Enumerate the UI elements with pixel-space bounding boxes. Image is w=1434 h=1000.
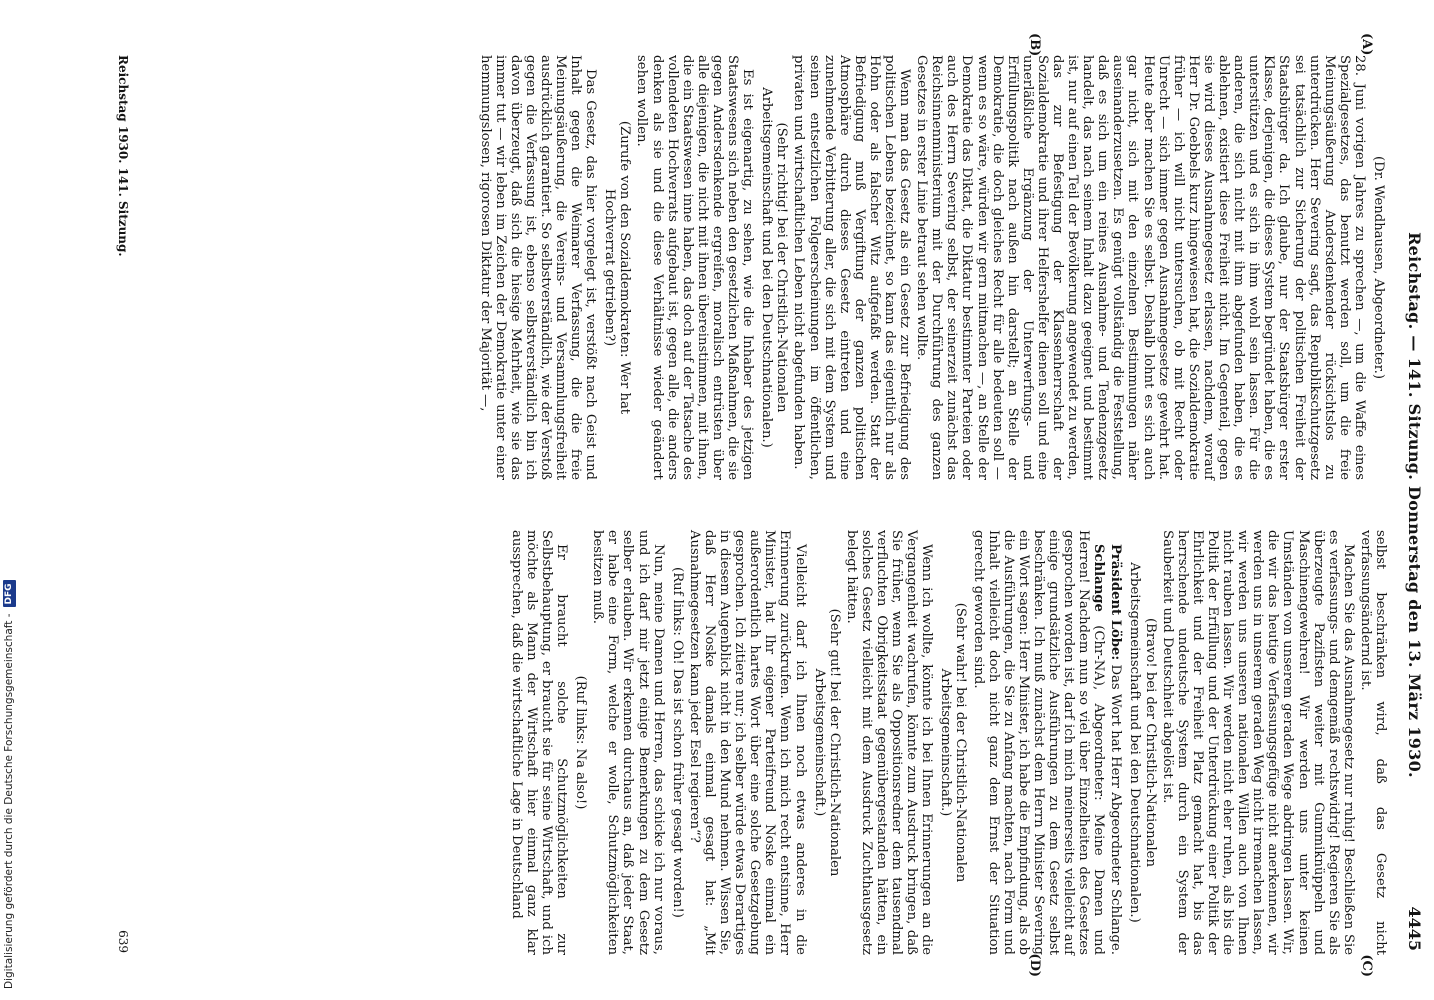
paragraph: Wenn ich wollte, könnte ich bei Ihnen Erinnerungen an die Vergangenheit wachrufen, könnte zum Ausdruck bringen, daß Sie früher, wenn Sie als Oppositionsredner dem tausendmal verfluchten Obrigkeitsstaat gegenübergestanden hätten, ein solches Gesetz vielleicht mit dem Ausdruck Zuchthausgesetz belegt hätten. xyxy=(843,530,935,955)
interjection: (Bravo! bei der Christlich-Nationalen Arbeitsgemeinschaft und bei den Deutschnationalen.) xyxy=(1127,562,1158,923)
paragraph: Nun, meine Damen und Herren, das schicke ich nur voraus, und ich darf mir jetzt einige Bemerkungen zu dem Gesetz selber erlauben. Wir erkennen durchaus an, daß jeder Staat, er habe eine Form, welche er wolle, Schutzmöglichkeiten besitzen muß. xyxy=(590,530,666,955)
document-page xyxy=(112,33,1424,977)
margin-marker-a: (A) xyxy=(1359,33,1374,56)
digitization-credit xyxy=(0,0,18,1000)
right-column xyxy=(507,530,1388,955)
left-column xyxy=(475,55,1388,480)
paragraph: 28. Juni vorigen Jahres zu sprechen —, um die Waffe eines Spezialgesetzes, das benutzt werden soll, um die freie Meinungsäußerung Andersdenkender rücksichtslos zu unterdrücken. Herr Severing sagt, das Republikschutzgesetz sei tatsächlich zur Sicherung der politischen Freiheit der Staatsbürger da. Ich glaube, nur der Staatsbürger erster Klasse, derjenigen, die dieses System begründet haben, die es unterstützen und es sich in ihm wohl sein lassen. Für die anderen, die sich nicht mit ihm abgefunden haben, die es ablehnen, existiert diese Freiheit nicht. Im Gegenteil, gegen sie wird dieses Ausnahmegesetz erlassen, nachdem, worauf Herr Dr. Goebbels kurz hingewiesen hat, die Sozialdemokratie früher — ich will nicht untersuchen, ob mit Recht oder Unrecht — sich immer gegen Ausnahmegesetze gewehrt hat. Heute aber machen Sie es selbst. Deshalb lohnt es sich auch gar nicht, sich mit den einzelnen Bestimmungen näher auseinanderzusetzen. Es genügt vollständig die Feststellung, daß es sich um ein reines Ausnahme- und Tendenzgesetz handelt, das nach seinem Inhalt dazu geeignet und bestimmt ist, nur auf einen Teil der Bevölkerung angewendet zu werden, das zur Befestigung der Klassenherrschaft der Sozialdemokratie und ihrer Helfershelfer dienen soll und eine unerläßliche Ergänzung der Unterwerfungs- und Erfüllungspolitik nach außen hin darstellt; an Stelle der Demokratie, die doch gleiches Recht für alle bedeuten soll — wenn es so wäre, würden wir gern mitmachen —, an Stelle der Demokratie das Diktat, die Diktatur bestimmter Parteien oder auch des Herrn Severing selbst, der seinerzeit zunächst das Reichsinnenministerium mit der Durchführung des ganzen Gesetzes in erster Linie betraut sehen wollte. xyxy=(914,55,1367,480)
margin-marker-c: (C) xyxy=(1359,954,1374,977)
page-number: 4445 xyxy=(1405,906,1424,951)
interjection: (Ruf links: Oh! Das ist schon früher gesagt worden!) xyxy=(669,567,685,918)
margin-marker-d: (D) xyxy=(1027,953,1042,977)
speaker-name: Präsident Löbe: xyxy=(1108,544,1124,661)
speaker-paragraph xyxy=(970,530,1106,955)
paragraph: Wenn man das Gesetz als ein Gesetz zur Befriedigung des politischen Lebens bezeichnet, so kann das eigentlich nur als Hohn oder als falscher Witz aufgefaßt werden. Statt der Befriedigung muß Vergiftung der ganzen politischen Atmosphäre durch dieses Gesetz eintreten und eine zunehmende Verbitterung aller, die sich mit dem System und seinen entsetzlichen Folgeerscheinungen im öffentlichen, privaten und wirtschaftlichen Leben nicht abgefunden haben. xyxy=(791,55,913,480)
speaker-text: (Chr-NA), Abgeordneter: Meine Damen und Herren! Nachdem nun so viel über Einzelheiten des Gesetzes gesprochen worden ist, darf ich mich meinerseits vielleicht auf einige grundsätzliche Ausführungen zu dem Gesetz selbst beschränken. Ich muß zunächst dem Herrn Minister Severing ein Wort sagen: Herr Minister, ich habe die Empfindung, als ob die Ausführungen, die Sie zu Anfang machten, nach Form und Inhalt vielleicht doch nicht ganz dem Ernst der Situation gerecht geworden sind. xyxy=(970,530,1107,955)
scanned-page-frame xyxy=(112,33,1424,977)
page-title: Reichstag. — 141. Sitzung. Donnerstag den 13. März 1930. xyxy=(1405,232,1424,778)
running-head xyxy=(1396,55,1422,955)
interjection: (Sehr richtig! bei der Christlich-Nationalen Arbeitsgemeinschaft und bei den Deutschnationalen.) xyxy=(759,87,790,448)
speaker-text: Das Wort hat Herr Abgeordneter Schlange. xyxy=(1108,664,1124,955)
interjection: (Zurufe von den Sozialdemokraten: Wer hat Hochverrat getrieben?) xyxy=(602,120,633,415)
paragraph: Vielleicht darf ich Ihnen noch etwas anderes in die Erinnerung zurückrufen. Wenn ich mich recht entsinne, Herr Minister, hat Ihr eigener Parteifreund Noske einmal ein außerordentlich hartes Wort über eine solche Gesetzgebung gesprochen. Ich zitiere nur; ich selber würde etwas Derartiges in diesem Augenblick nicht in den Mund nehmen. Wissen Sie, daß Herr Noske damals einmal gesagt hat: „Mit Ausnahmegesetzen kann jeder Esel regieren“? xyxy=(686,530,808,955)
interjection: (Sehr wahr! bei der Christlich-Nationalen Arbeitsgemeinschaft.) xyxy=(938,602,969,883)
interjection: (Ruf links: Na also!) xyxy=(573,675,589,810)
paragraph: Das Gesetz, das hier vorgelegt ist, verstößt nach Geist und Inhalt gegen die Weimarer Verfassung, die die freie Meinungsäußerung, die Vereins- und Versammlungsfreiheit ausdrücklich garantiert. So selbstverständlich, wie der Verstoß gegen die Verfassung ist, ebenso selbstverständlich bin ich davon überzeugt, daß sich die hiesige Mehrheit, wie sie das immer tut — wir leben im Zeichen der Demokratie unter einer hemmungslosen, rigorosen Diktatur der Majorität —, xyxy=(477,55,599,480)
paragraph: selbst beschränken wird, daß das Gesetz nicht verfassungsändernd ist. xyxy=(1357,530,1388,955)
dfg-logo: DFG xyxy=(3,580,16,607)
interjection: (Sehr gut! bei der Christlich-Nationalen Arbeitsgemeinschaft.) xyxy=(811,608,842,877)
credit-text: Digitalisierung gefördert durch die Deutsche Forschungsgemeinschaft - xyxy=(3,613,15,989)
paragraph: Machen Sie das Ausnahmegesetz nur ruhig! Beschließen Sie es verfassungs- und demgemäß rechtswidrig! Regieren Sie als überzeugte Pazifisten weiter mit Gummiknüppeln und Maschinengewehren! Wir werden uns unter keinen Umständen von unserem geraden Wege abdringen lassen. Wir, die wir das heutige Verfassungsgefüge nicht anerkennen, wir werden uns in unserem geraden Weg nicht irremachen lassen, wir werden uns unseren nationalen Willen auch von Ihnen nicht rauben lassen. Wir werden nicht eher ruhen, als bis die Politik der Erfüllung und der Unterdrückung einer Politik der Ehrlichkeit und der Freiheit Platz gemacht hat, bis das herrschende undeutsche System durch ein System der Sauberkeit und Deutschheit abgelöst ist. xyxy=(1159,530,1356,955)
paragraph: Es ist eigenartig, zu sehen, wie die Inhaber des jetzigen Staatswesens sich neben den gesetzlichen Maßnahmen, die sie gegen Andersdenkende ergreifen, moralisch entrüsten über alle diejenigen, die nicht mit ihnen übereinstimmen, mit ihnen, die ein Staatswesen inne haben, das doch auf der Tatsache des vollendeten Hochverrats aufgebaut ist, gegen alle, die anders denken als sie und die diese Verhältnisse wieder geändert sehen wollen. xyxy=(634,55,756,480)
speaker-name: Schlange xyxy=(1091,544,1107,612)
page-footer-number: 639 xyxy=(116,930,130,953)
page-footer-session: Reichstag 1930. 141. Sitzung. xyxy=(116,55,130,257)
speaker-paragraph xyxy=(1108,530,1123,955)
margin-marker-b: (B) xyxy=(1027,33,1042,57)
speaker-continuation: (Dr. Wendhausen, Abgeordneter.) xyxy=(1371,156,1386,379)
paragraph: Er braucht solche Schutzmöglichkeiten zur Selbstbehauptung, er braucht sie für seine Wirtschaft, und ich möchte als Mann der Wirtschaft hier einmal ganz klar aussprechen, daß die wirtschaftliche Lage in Deutschland xyxy=(508,530,570,955)
